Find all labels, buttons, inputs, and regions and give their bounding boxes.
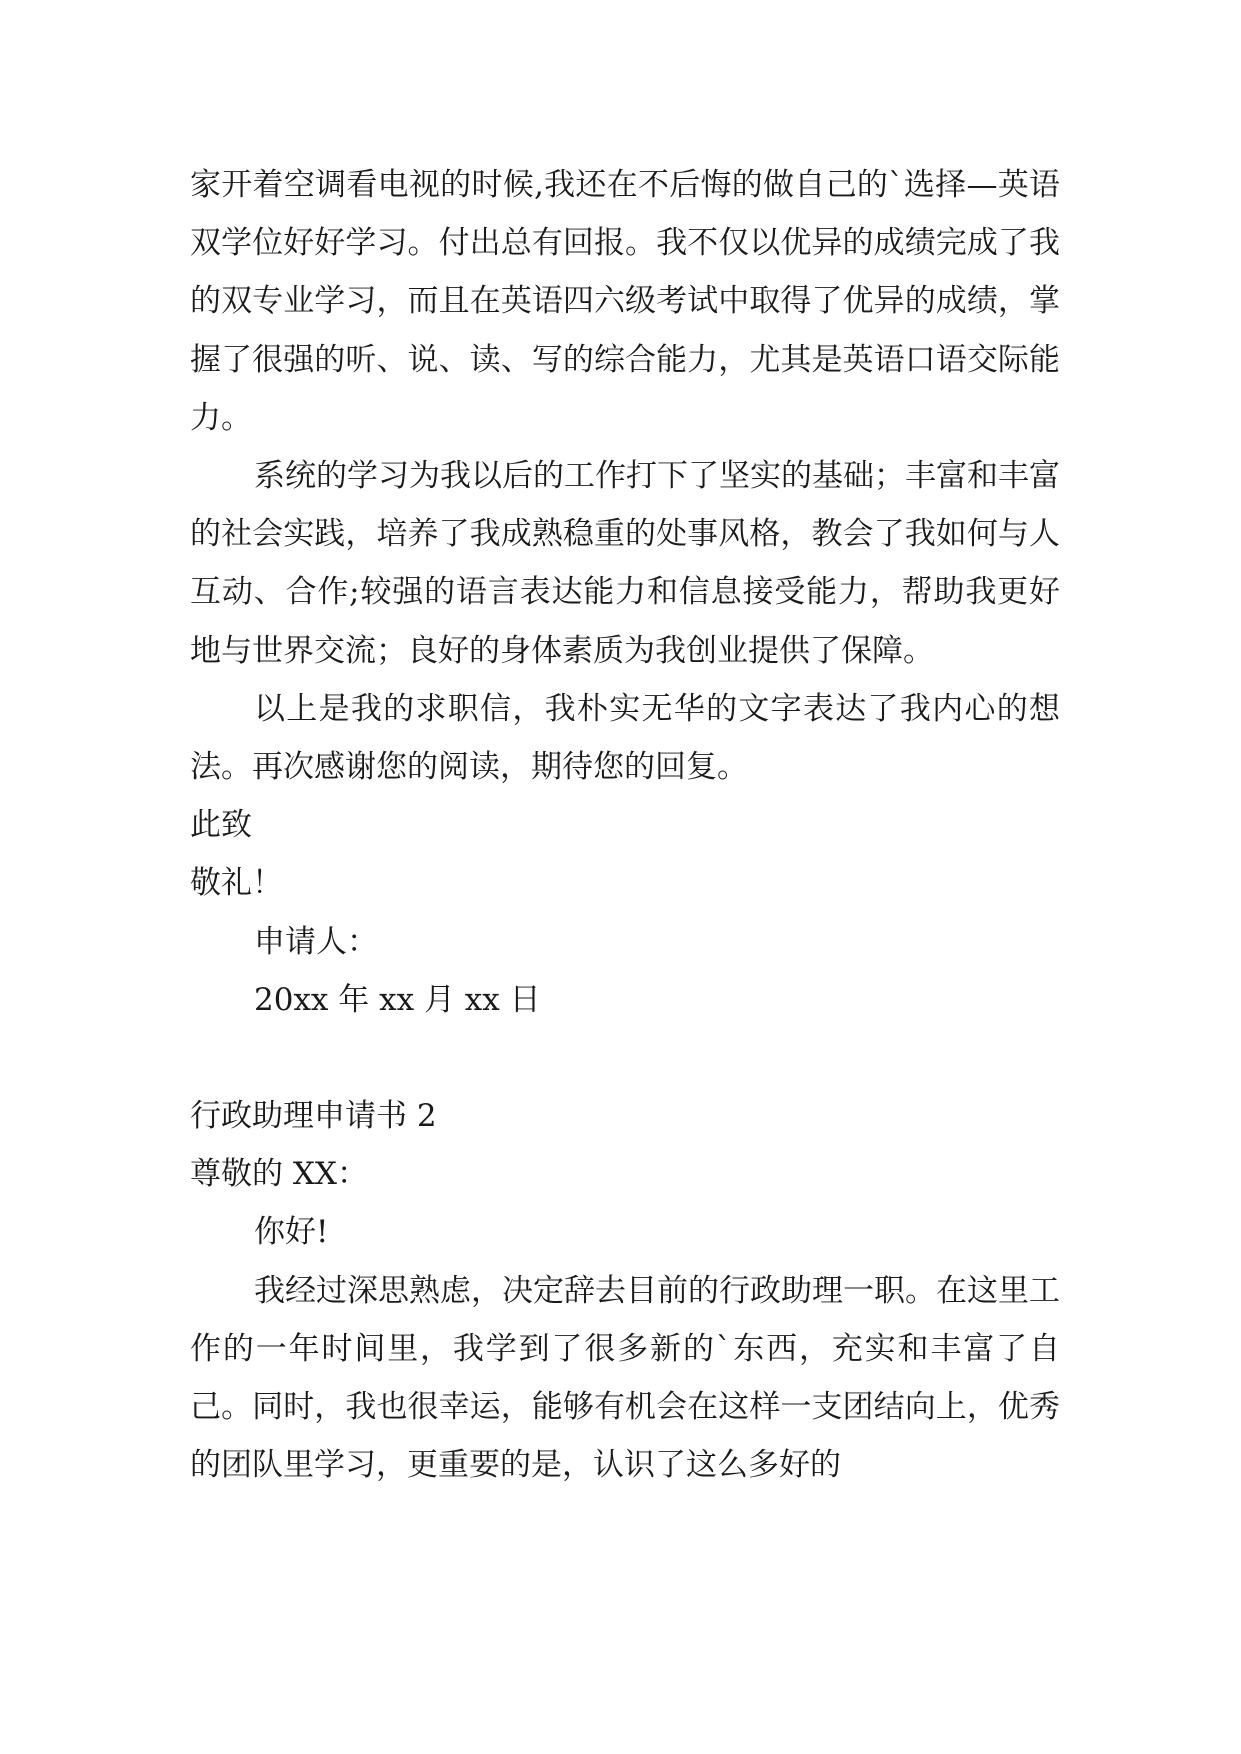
paragraph-resignation: 我经过深思熟虑，决定辞去目前的行政助理一职。在这里工作的一年时间里，我学到了很多新的`东西，充实和丰富了自己。同时，我也很幸运，能够有机会在这样一支团结向上，优秀的团队里学习，更重要的是，认识了这么多好的 <box>190 1272 1060 1484</box>
greeting: 你好! <box>254 1214 329 1251</box>
paragraph-thanks: 以上是我的求职信，我朴实无华的文字表达了我内心的想法。再次感谢您的阅读，期待您的回复。 <box>190 690 1060 786</box>
closing-line-2: 敬礼！ <box>190 865 283 902</box>
applicant-label: 申请人： <box>254 923 378 960</box>
paragraph-study-results: 家开着空调看电视的时候,我还在不后悔的做自己的`选择—英语双学位好好学习。付出总有回报。我不仅以优异的成绩完成了我的双专业学习，而且在英语四六级考试中取得了优异的成绩，掌握了很强的听、说、读、写的综合能力，尤其是英语口语交际能力。 <box>190 167 1060 436</box>
salutation: 尊敬的 XX： <box>190 1156 368 1193</box>
section-gap <box>190 1029 1060 1087</box>
letter-date: 20xx 年 xx 月 xx 日 <box>254 981 541 1018</box>
closing-line-1: 此致 <box>190 807 252 844</box>
section-title: 行政助理申请书 2 <box>190 1098 437 1135</box>
paragraph-foundation: 系统的学习为我以后的工作打下了坚实的基础；丰富和丰富的社会实践，培养了我成熟稳重的处事风格，教会了我如何与人互动、合作;较强的语言表达能力和信息接受能力，帮助我更好地与世界交流；良好的身体素质为我创业提供了保障。 <box>190 458 1060 669</box>
document-body <box>190 156 1060 1494</box>
